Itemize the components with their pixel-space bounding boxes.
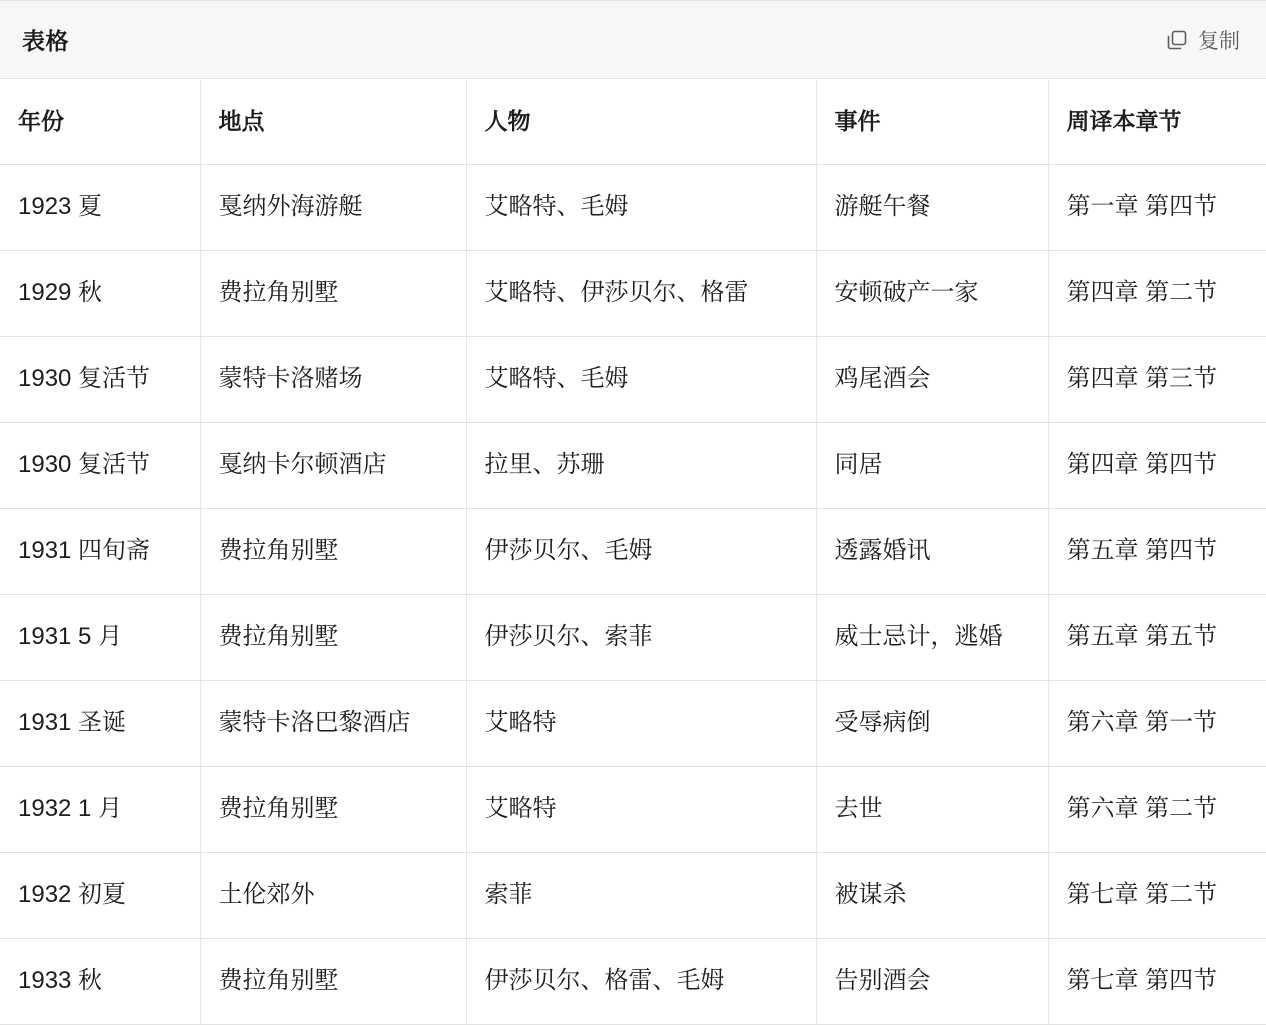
- table-cell: 艾略特: [466, 767, 816, 853]
- table-cell: 费拉角别墅: [200, 251, 466, 337]
- table-cell: 伊莎贝尔、毛姆: [466, 509, 816, 595]
- table-cell: 费拉角别墅: [200, 595, 466, 681]
- table-cell: 第四章 第三节: [1048, 337, 1266, 423]
- table-cell: 第四章 第二节: [1048, 251, 1266, 337]
- table-cell: 拉里、苏珊: [466, 423, 816, 509]
- table-cell: 艾略特: [466, 681, 816, 767]
- table-cell: 安顿破产一家: [816, 251, 1048, 337]
- table-cell: 第四章 第四节: [1048, 423, 1266, 509]
- table-row: [0, 939, 1266, 1025]
- column-header-people: 人物: [466, 79, 816, 165]
- table-cell: 1931 5 月: [0, 595, 200, 681]
- table-row: [0, 681, 1266, 767]
- column-header-event: 事件: [816, 79, 1048, 165]
- table-cell: 1932 1 月: [0, 767, 200, 853]
- table-cell: 1923 夏: [0, 165, 200, 251]
- table-cell: 威士忌计，逃婚: [816, 595, 1048, 681]
- table-cell: 艾略特、毛姆: [466, 165, 816, 251]
- table-cell: 告别酒会: [816, 939, 1048, 1025]
- table-cell: 艾略特、伊莎贝尔、格雷: [466, 251, 816, 337]
- table-cell: 1930 复活节: [0, 423, 200, 509]
- column-header-place: 地点: [200, 79, 466, 165]
- table-cell: 第五章 第五节: [1048, 595, 1266, 681]
- table-cell: 透露婚讯: [816, 509, 1048, 595]
- table-cell: 1930 复活节: [0, 337, 200, 423]
- table-cell: 艾略特、毛姆: [466, 337, 816, 423]
- page-title: 表格: [22, 28, 69, 54]
- table-cell: 游艇午餐: [816, 165, 1048, 251]
- table-cell: 第五章 第四节: [1048, 509, 1266, 595]
- table-row: [0, 423, 1266, 509]
- table-cell: 伊莎贝尔、格雷、毛姆: [466, 939, 816, 1025]
- column-header-chapter: 周译本章节: [1048, 79, 1266, 165]
- table-cell: 费拉角别墅: [200, 939, 466, 1025]
- table-cell: 去世: [816, 767, 1048, 853]
- copy-icon: [1166, 29, 1188, 51]
- copy-button-label: 复制: [1198, 29, 1240, 53]
- column-header-year: 年份: [0, 79, 200, 165]
- table-cell: 费拉角别墅: [200, 767, 466, 853]
- table-cell: 1929 秋: [0, 251, 200, 337]
- table-head: [0, 79, 1266, 165]
- table-row: [0, 509, 1266, 595]
- table-cell: 1932 初夏: [0, 853, 200, 939]
- table-cell: 被谋杀: [816, 853, 1048, 939]
- table-card-header: [0, 1, 1266, 79]
- table-row: [0, 853, 1266, 939]
- table-cell: 1931 圣诞: [0, 681, 200, 767]
- table-cell: 戛纳卡尔顿酒店: [200, 423, 466, 509]
- table-header-row: [0, 79, 1266, 165]
- table-cell: 伊莎贝尔、索菲: [466, 595, 816, 681]
- table-cell: 第六章 第二节: [1048, 767, 1266, 853]
- table-cell: 鸡尾酒会: [816, 337, 1048, 423]
- table-cell: 同居: [816, 423, 1048, 509]
- table-cell: 1933 秋: [0, 939, 200, 1025]
- table-cell: 1931 四旬斋: [0, 509, 200, 595]
- table-body: [0, 165, 1266, 1025]
- table-cell: 蒙特卡洛巴黎酒店: [200, 681, 466, 767]
- table-cell: 蒙特卡洛赌场: [200, 337, 466, 423]
- table-cell: 受辱病倒: [816, 681, 1048, 767]
- table-row: [0, 337, 1266, 423]
- table-cell: 费拉角别墅: [200, 509, 466, 595]
- table-row: [0, 251, 1266, 337]
- table-cell: 第六章 第一节: [1048, 681, 1266, 767]
- table-cell: 索菲: [466, 853, 816, 939]
- table-cell: 土伦郊外: [200, 853, 466, 939]
- timeline-table: [0, 79, 1266, 1025]
- table-cell: 第七章 第四节: [1048, 939, 1266, 1025]
- table-row: [0, 165, 1266, 251]
- table-row: [0, 595, 1266, 681]
- copy-button[interactable]: [1164, 21, 1242, 59]
- table-cell: 戛纳外海游艇: [200, 165, 466, 251]
- table-cell: 第七章 第二节: [1048, 853, 1266, 939]
- table-row: [0, 767, 1266, 853]
- table-cell: 第一章 第四节: [1048, 165, 1266, 251]
